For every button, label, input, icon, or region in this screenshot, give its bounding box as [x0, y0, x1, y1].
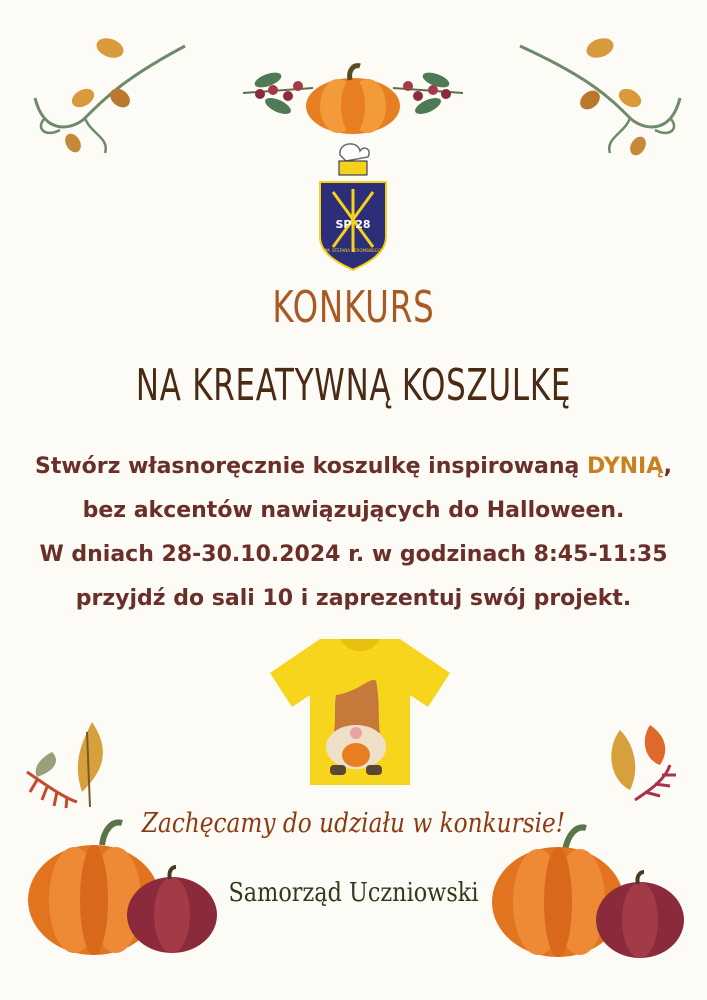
description: [0, 445, 707, 621]
highlight-word: DYNIĄ: [587, 454, 664, 479]
signature: Samorząd Uczniowski: [228, 878, 479, 908]
autumn-leaves-left-icon: [22, 712, 132, 812]
page-title: KONKURS: [272, 282, 435, 333]
call-to-action: Zachęcamy do udziału w konkursie!: [141, 808, 566, 839]
description-line-1-comma: ,: [663, 454, 673, 479]
description-line-1: [0, 445, 707, 489]
page-subtitle: NA KREATYWNĄ KOSZULKĘ: [135, 360, 572, 411]
logo-text: SP 28: [335, 218, 371, 231]
description-line-1-text: Stwórz własnoręcznie koszulkę inspirowaną: [34, 454, 588, 479]
description-line-4: przyjdź do sali 10 i zaprezentuj swój projekt.: [75, 586, 632, 611]
vine-top-left-icon: [25, 38, 205, 168]
description-line-2: bez akcentów nawiązujących do Halloween.: [82, 498, 625, 523]
pumpkin-garland-icon: [238, 58, 468, 138]
description-line-3: W dniach 28-30.10.2024 r. w godzinach 8:45-11:35: [39, 542, 668, 567]
pumpkins-right-icon: [490, 820, 690, 960]
tshirt-gnome-icon: [268, 637, 453, 787]
autumn-leaves-right-icon: [600, 720, 680, 810]
logo-motto: IM. STEFANA ŻEROMSKIEGO: [324, 248, 382, 253]
pumpkins-left-icon: [22, 815, 222, 955]
vine-top-right-icon: [510, 38, 690, 168]
